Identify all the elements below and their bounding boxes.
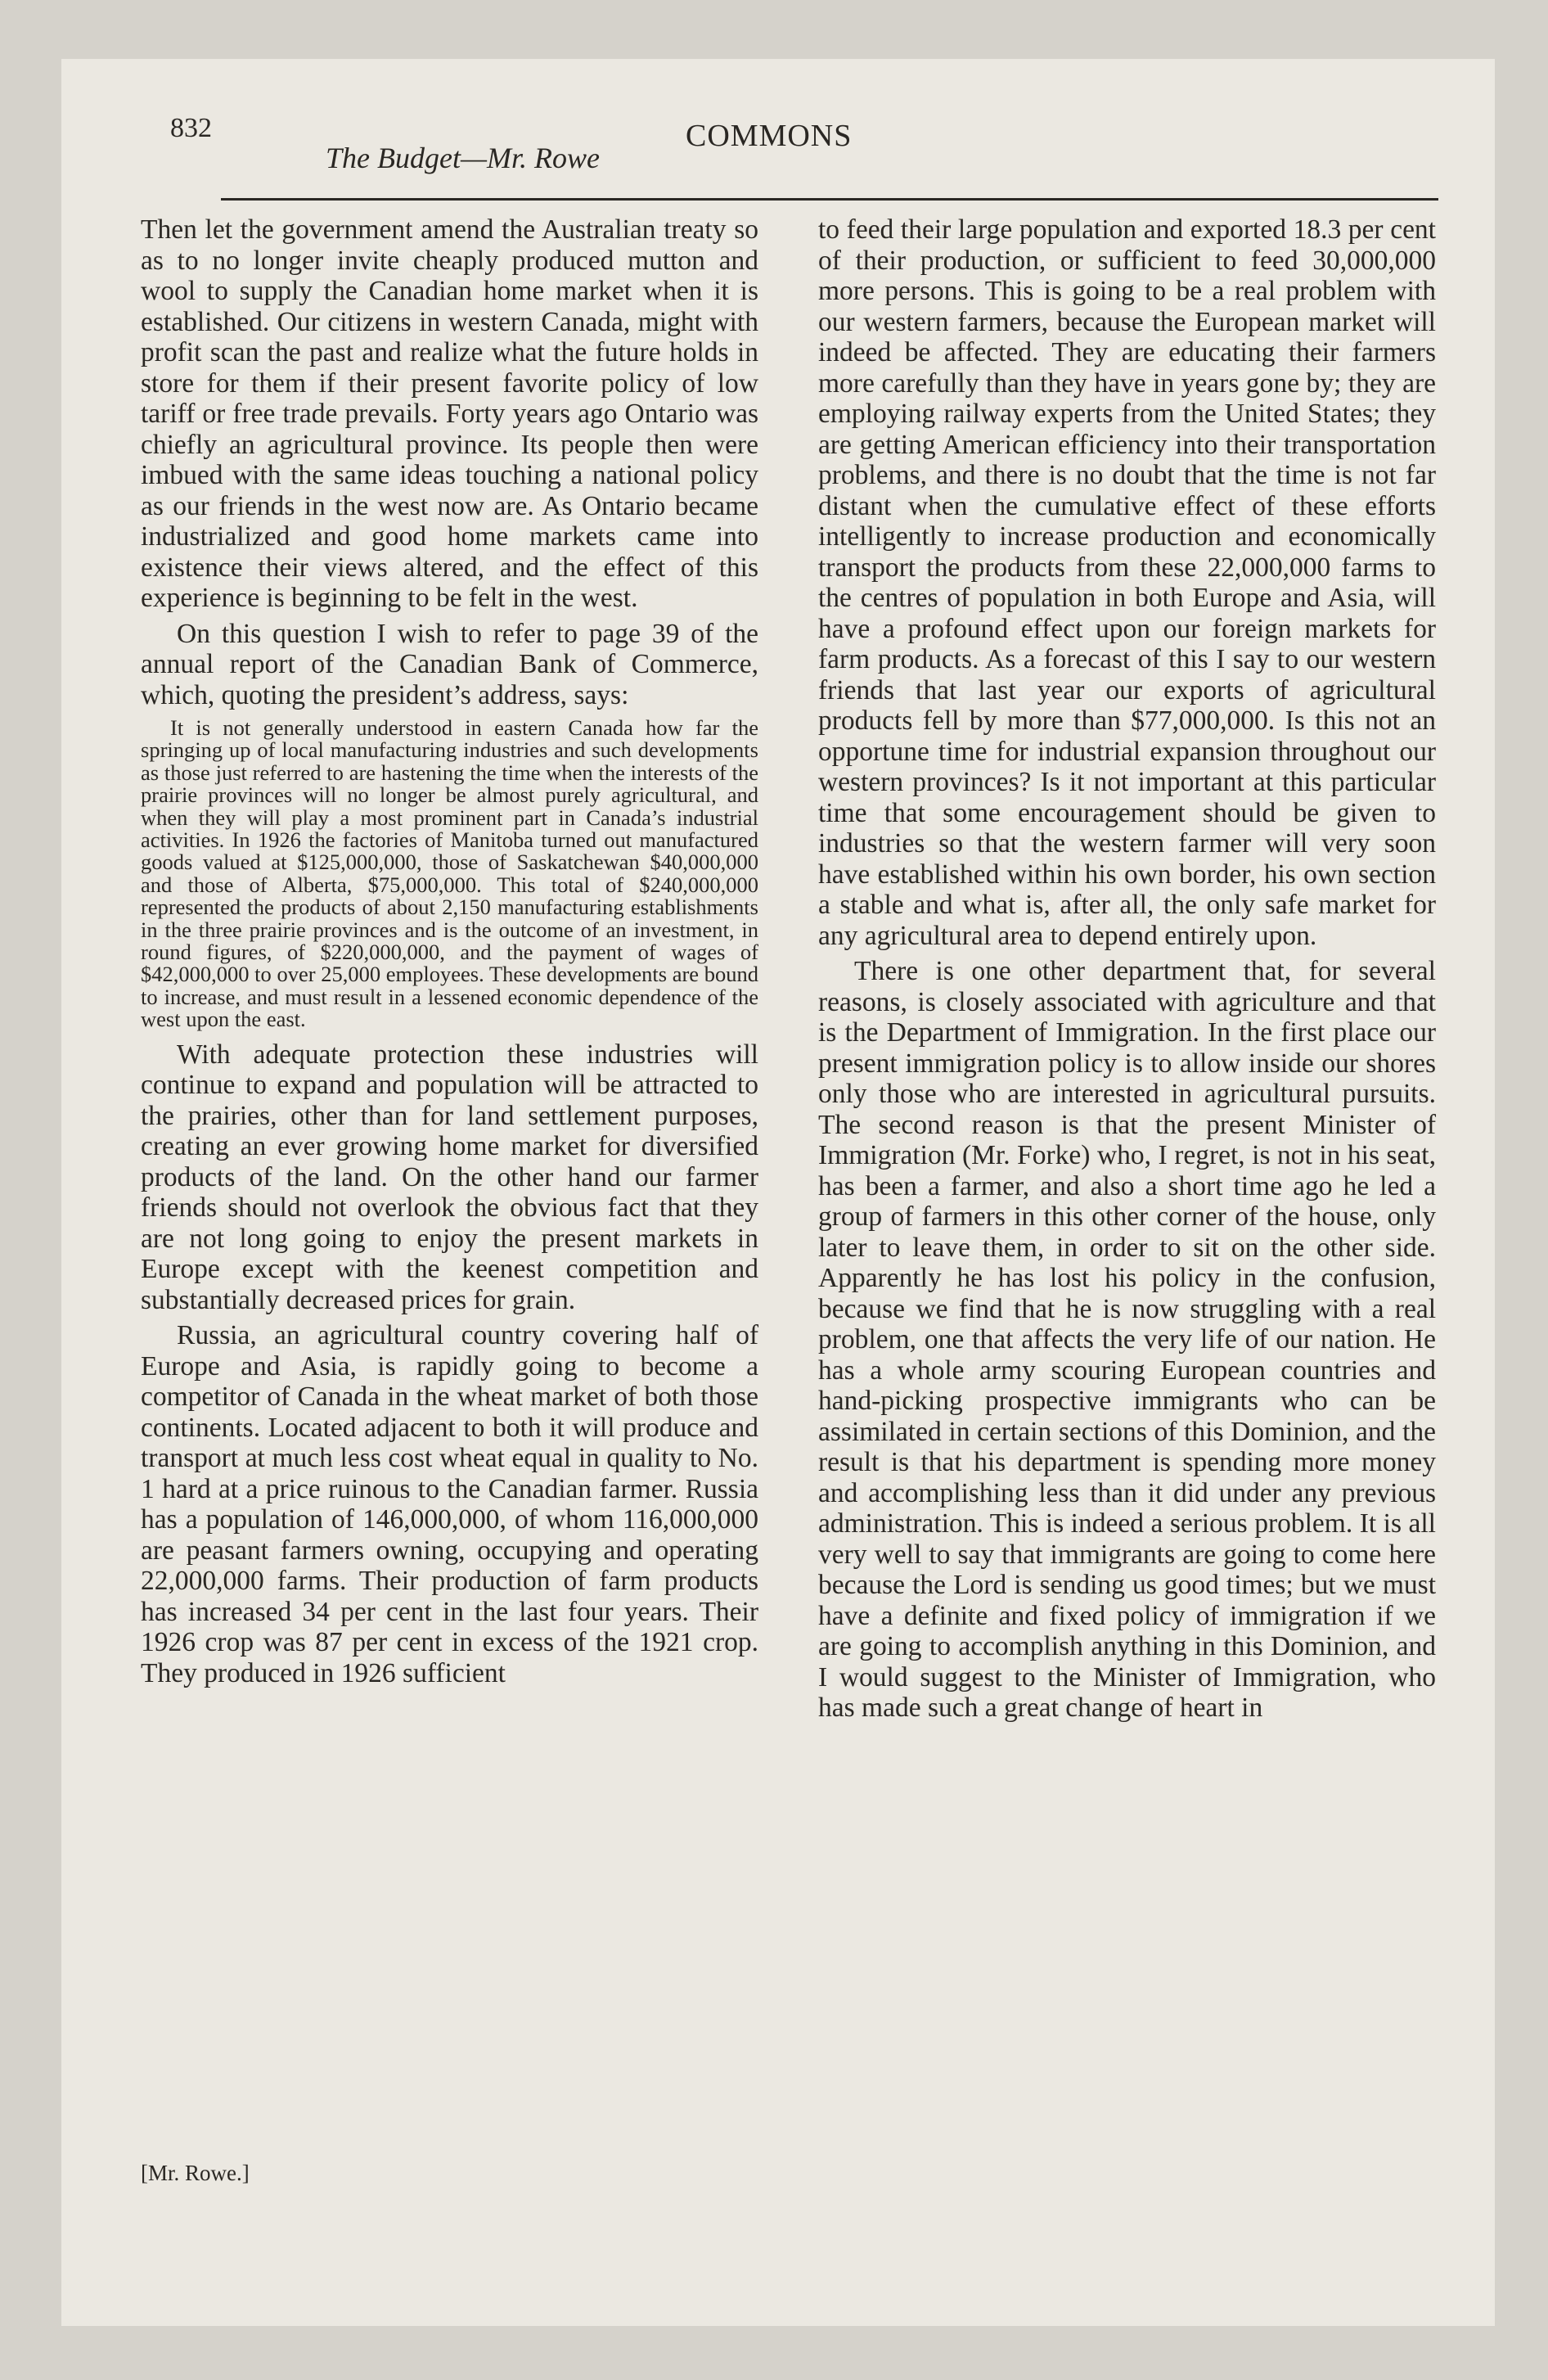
paragraph: On this question I wish to refer to page 39 of the annual report of the Canadian Bank of Commerce, which, quoting the president’s address, says: bbox=[141, 618, 758, 710]
paragraph: Russia, an agricultural country covering half of Europe and Asia, is rapidly going to become a competitor of Canada in the wheat market of both those continents. Located adjacent to both it will produce and transport at much less cost wheat equal in quality to No. 1 hard at a price ruinous to the Canadian farmer. Russia has a population of 146,000,000, of whom 116,000,000 are peasant farmers owning, occupying and operating 22,000,000 farms. Their production of farm products has increased 34 per cent in the last four years. Their 1926 crop was 87 per cent in excess of the 1921 crop. They produced in 1926 sufficient bbox=[141, 1320, 758, 1688]
paragraph: Then let the government amend the Australian treaty so as to no longer invite cheaply produced mutton and wool to supply the Canadian home market when it is established. Our citizens in western Canada, might with profit scan the past and realize what the future holds in store for them if their present favorite policy of low tariff or free trade prevails. Forty years ago Ontario was chiefly an agricultural province. Its people then were imbued with the same ideas touching a national policy as our friends in the west now are. As Ontario became industrialized and good home markets came into existence their views altered, and the effect of this experience is beginning to be felt in the west. bbox=[141, 214, 758, 613]
paragraph: There is one other department that, for several reasons, is closely associated with agriculture and that is the Department of Immigration. In the first place our present immigration policy is to allow inside our shores only those who are interested in agricultural pursuits. The second reason is that the present Minister of Immigration (Mr. Forke) who, I regret, is not in his seat, has been a farmer, and also a short time ago he led a group of farmers in this other corner of the house, only later to leave them, in order to sit on the other side. Apparently he has lost his policy in the confusion, because we find that he is now struggling with a real problem, one that affects the very life of our nation. He has a whole army scouring European countries and hand-picking prospective immigrants who can be assimilated in certain sections of this Dominion, and the result is that his department is spending more money and accomplishing less than it did under any previous administration. This is indeed a serious problem. It is all very well to say that immigrants are going to come here because the Lord is sending us good times; but we must have a definite and fixed policy of immigration if we are going to accomplish anything in this Dominion, and I would suggest to the Minister of Immigration, who has made such a great change of heart in bbox=[818, 956, 1436, 1723]
chamber-heading: COMMONS bbox=[686, 119, 853, 153]
running-title: The Budget—Mr. Rowe bbox=[326, 142, 600, 174]
right-column bbox=[818, 214, 1436, 1724]
paragraph: With adequate protection these industries will continue to expand and population will be attracted to the prairies, other than for land settlement purposes, creating an ever growing home market for diversified products of the land. On the other hand our farmer friends should not overlook the obvious fact that they are not long going to enjoy the present markets in Europe except with the keenest competition and substantially decreased prices for grain. bbox=[141, 1039, 758, 1315]
speaker-tag: [Mr. Rowe.] bbox=[141, 2161, 250, 2185]
block-quote: It is not generally understood in eastern Canada how far the springing up of local manufacturing industries and such developments as those just referred to are hastening the time when the interests of the prairie provinces will no longer be almost purely agricultural, and when they will play a most prominent part in Canada’s industrial activities. In 1926 the factories of Manitoba turned out manufactured goods valued at $125,000,000, those of Saskatchewan $40,000,000 and those of Alberta, $75,000,000. This total of $240,000,000 represented the products of about 2,150 manufacturing establishments in the three prairie provinces and is the outcome of an investment, in round figures, of $220,000,000, and the payment of wages of $42,000,000 to over 25,000 employees. These developments are bound to increase, and must result in a lessened economic dependence of the west upon the east. bbox=[141, 715, 758, 1032]
paragraph: to feed their large population and exported 18.3 per cent of their production, or sufficient to feed 30,000,000 more persons. This is going to be a real problem with our western farmers, because the European market will indeed be affected. They are educating their farmers more carefully than they have in years gone by; they are employing railway experts from the United States; they are getting American efficiency into their transportation problems, and there is no doubt that the time is not far distant when the cumulative effect of these efforts intelligently to increase production and economically transport the products from these 22,000,000 farms to the centres of population in both Europe and Asia, will have a profound effect upon our foreign markets for farm products. As a forecast of this I say to our western friends that last year our exports of agricultural products fell by more than $77,000,000. Is this not an opportune time for industrial expansion throughout our western provinces? Is it not important at this particular time that some encouragement should be given to industries so that the western farmer will very soon have established within his own border, his own section a stable and what is, after all, the only safe market for any agricultural area to depend entirely upon. bbox=[818, 214, 1436, 951]
left-column bbox=[141, 214, 758, 1688]
page-header bbox=[0, 0, 1548, 213]
header-rule bbox=[221, 198, 1438, 201]
page-number: 832 bbox=[170, 113, 212, 143]
